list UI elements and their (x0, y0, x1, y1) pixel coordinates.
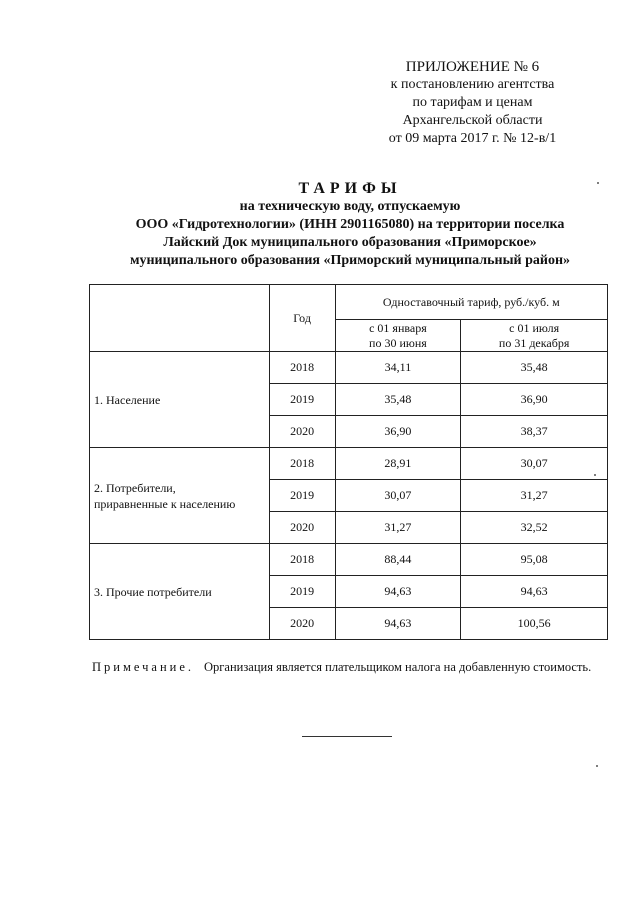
tariff-table (89, 284, 608, 640)
note-text: Организация является плательщиком налога на добавленную стоимость. (204, 660, 592, 674)
heading-line: Лайский Док муниципального образования «Приморское» (163, 235, 537, 250)
year-cell: 2019 (269, 576, 335, 608)
scan-speck (596, 765, 598, 767)
heading-line: муниципального образования «Приморский муниципальный район» (129, 253, 571, 268)
year-cell: 2020 (269, 512, 335, 544)
tariff-first-half: 31,27 (335, 512, 461, 544)
category-label-cont: приравненные к населению (94, 496, 236, 511)
category-cell (90, 544, 270, 640)
period-first-line2: по 30 июня (369, 335, 427, 350)
year-cell: 2020 (269, 416, 335, 448)
category-label: 3. Прочие потребители (94, 584, 212, 599)
year-cell: 2019 (269, 480, 335, 512)
tariff-first-half: 94,63 (335, 576, 461, 608)
header-period-first (335, 320, 461, 352)
tariff-second-half: 94,63 (461, 576, 608, 608)
period-second-line2: по 31 декабря (498, 335, 570, 350)
tariff-first-half: 88,44 (335, 544, 461, 576)
tariff-second-half: 35,48 (461, 352, 608, 384)
appendix-title: ПРИЛОЖЕНИЕ № 6 (405, 59, 540, 75)
tariff-second-half: 32,52 (461, 512, 608, 544)
year-cell: 2018 (269, 352, 335, 384)
tariff-first-half: 35,48 (335, 384, 461, 416)
period-first-line1: с 01 января (369, 320, 427, 335)
heading-line: на техническую воду, отпускаемую (239, 199, 461, 214)
year-cell: 2019 (269, 384, 335, 416)
note-label: Примечание. (92, 660, 195, 674)
year-cell: 2018 (269, 448, 335, 480)
tariff-second-half: 36,90 (461, 384, 608, 416)
category-label: 1. Население (94, 392, 161, 407)
header-category-cell (90, 285, 270, 352)
year-cell: 2020 (269, 608, 335, 640)
table-row (90, 448, 608, 480)
tariff-second-half: 38,37 (461, 416, 608, 448)
tariff-first-half: 30,07 (335, 480, 461, 512)
header-year: Год (269, 285, 335, 352)
scan-speck (594, 474, 596, 476)
scan-speck (597, 182, 599, 184)
appendix-line: от 09 марта 2017 г. № 12-в/1 (388, 131, 557, 146)
category-cell (90, 448, 270, 544)
tariff-first-half: 28,91 (335, 448, 461, 480)
category-label: 2. Потребители, (94, 480, 176, 495)
tariff-second-half: 31,27 (461, 480, 608, 512)
header-period-second (461, 320, 608, 352)
appendix-block (330, 58, 615, 148)
document-heading (70, 180, 630, 270)
appendix-line: по тарифам и ценам (412, 95, 533, 110)
document-title: ТАРИФЫ (298, 180, 402, 197)
table-row (90, 544, 608, 576)
tariff-first-half: 94,63 (335, 608, 461, 640)
heading-line: ООО «Гидротехнологии» (ИНН 2901165080) на территории поселка (135, 217, 565, 232)
table-row (90, 352, 608, 384)
tariff-second-half: 95,08 (461, 544, 608, 576)
end-separator-line (302, 736, 392, 737)
note-block (92, 659, 602, 676)
appendix-line: к постановлению агентства (390, 77, 555, 92)
tariff-first-half: 34,11 (335, 352, 461, 384)
tariff-first-half: 36,90 (335, 416, 461, 448)
year-cell: 2018 (269, 544, 335, 576)
appendix-line: Архангельской области (402, 113, 543, 128)
header-tariff: Одноставочный тариф, руб./куб. м (335, 285, 607, 320)
period-second-line1: с 01 июля (509, 320, 560, 335)
tariff-second-half: 100,56 (461, 608, 608, 640)
category-cell (90, 352, 270, 448)
tariff-second-half: 30,07 (461, 448, 608, 480)
